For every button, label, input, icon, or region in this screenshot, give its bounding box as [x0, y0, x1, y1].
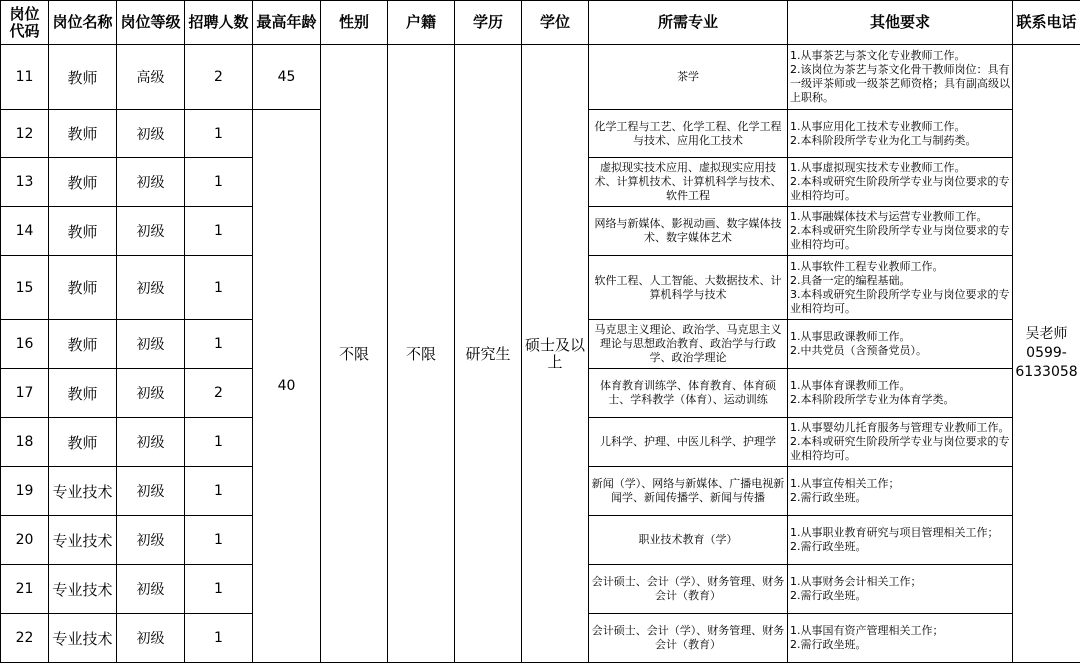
header-name: 岗位名称 [49, 1, 117, 45]
requirement-line: 2.本科或研究生阶段所学专业与岗位要求的专业相符均可。 [790, 224, 1010, 251]
major-cell: 虚拟现实技术应用、虚拟现实应用技术、计算机技术、计算机科学与技术、软件工程 [589, 158, 788, 207]
header-level: 岗位等级 [117, 1, 185, 45]
post-name-cell: 教师 [49, 45, 117, 110]
requirements-cell [788, 320, 1013, 369]
requirement-line: 3.本科或研究生阶段所学专业与岗位要求的专业相符均可。 [790, 287, 1010, 315]
requirements-cell [788, 467, 1013, 516]
requirements-cell [788, 418, 1013, 467]
major-cell: 会计硕士、会计（学）、财务管理、财务会计（教育） [589, 614, 788, 663]
major-cell: 茶学 [589, 45, 788, 110]
hire-count-cell: 1 [185, 467, 253, 516]
post-code-cell: 14 [1, 207, 49, 256]
major-cell: 马克思主义理论、政治学、马克思主义理论与思想政治教育、政治学与行政学、政治学理论 [589, 320, 788, 369]
hire-count-cell: 2 [185, 369, 253, 418]
post-name-cell: 教师 [49, 207, 117, 256]
requirements-cell [788, 45, 1013, 110]
education-cell: 研究生 [455, 45, 522, 663]
post-level-cell: 初级 [117, 516, 185, 565]
table-row [1, 45, 1080, 110]
degree-cell: 硕士及以上 [522, 45, 589, 663]
hukou-cell: 不限 [388, 45, 455, 663]
requirement-line: 2.需行政坐班。 [790, 589, 867, 602]
post-name-cell: 专业技术 [49, 467, 117, 516]
major-cell: 体育教育训练学、体育教育、体育硕士、学科教学（体育）、运动训练 [589, 369, 788, 418]
header-contact: 联系电话 [1013, 1, 1080, 45]
requirements-cell [788, 207, 1013, 256]
post-name-cell: 专业技术 [49, 516, 117, 565]
post-level-cell: 初级 [117, 207, 185, 256]
post-name-cell: 教师 [49, 110, 117, 158]
post-code-cell: 12 [1, 110, 49, 158]
requirement-line: 2.该岗位为茶艺与茶文化骨干教师岗位：具有一级评茶师或一级茶艺师资格；具有副高级以上职称。 [790, 63, 1010, 104]
major-cell: 新闻（学）、网络与新媒体、广播电视新闻学、新闻传播学、新闻与传播 [589, 467, 788, 516]
contact-cell: 吴老师0599-6133058 [1013, 45, 1080, 663]
hire-count-cell: 1 [185, 158, 253, 207]
requirements-cell [788, 256, 1013, 320]
requirement-line: 1.从事虚拟现实技术专业教师工作。 [790, 161, 966, 174]
requirement-line: 1.从事应用化工技术专业教师工作。 [790, 119, 966, 133]
post-name-cell: 教师 [49, 369, 117, 418]
post-code-cell: 17 [1, 369, 49, 418]
post-code-cell: 22 [1, 614, 49, 663]
post-level-cell: 初级 [117, 256, 185, 320]
hire-count-cell: 1 [185, 320, 253, 369]
requirement-line: 2.本科阶段所学专业为化工与制药类。 [790, 133, 977, 147]
header-count: 招聘人数 [185, 1, 253, 45]
major-cell: 会计硕士、会计（学）、财务管理、财务会计（教育） [589, 565, 788, 614]
hire-count-cell: 1 [185, 516, 253, 565]
major-cell: 网络与新媒体、影视动画、数字媒体技术、数字媒体艺术 [589, 207, 788, 256]
post-level-cell: 初级 [117, 369, 185, 418]
post-name-cell: 教师 [49, 320, 117, 369]
requirement-line: 1.从事融媒体技术与运营专业教师工作。 [790, 210, 988, 223]
requirement-line: 1.从事思政课教师工作。 [790, 330, 911, 343]
header-code: 岗位代码 [1, 1, 49, 45]
hire-count-cell: 1 [185, 256, 253, 320]
major-cell: 儿科学、护理、中医儿科学、护理学 [589, 418, 788, 467]
requirement-line: 2.本科或研究生阶段所学专业与岗位要求的专业相符均可。 [790, 435, 1010, 462]
requirement-line: 2.本科或研究生阶段所学专业与岗位要求的专业相符均可。 [790, 175, 1010, 202]
header-major: 所需专业 [589, 1, 788, 45]
header-requirements: 其他要求 [788, 1, 1013, 45]
post-level-cell: 初级 [117, 418, 185, 467]
major-cell: 化学工程与工艺、化学工程、化学工程与技术、应用化工技术 [589, 110, 788, 158]
post-level-cell: 初级 [117, 614, 185, 663]
requirements-cell [788, 369, 1013, 418]
header-degree: 学位 [522, 1, 589, 45]
post-level-cell: 高级 [117, 45, 185, 110]
post-level-cell: 初级 [117, 320, 185, 369]
max-age-cell: 40 [253, 110, 321, 663]
post-code-cell: 16 [1, 320, 49, 369]
requirements-cell [788, 565, 1013, 614]
requirement-line: 2.需行政坐班。 [790, 638, 867, 651]
post-level-cell: 初级 [117, 565, 185, 614]
major-cell: 软件工程、人工智能、大数据技术、计算机科学与技术 [589, 256, 788, 320]
requirement-line: 2.本科阶段所学专业为体育学类。 [790, 393, 955, 406]
post-code-cell: 18 [1, 418, 49, 467]
header-gender: 性别 [321, 1, 388, 45]
post-code-cell: 20 [1, 516, 49, 565]
requirements-cell [788, 110, 1013, 158]
hire-count-cell: 1 [185, 110, 253, 158]
post-name-cell: 教师 [49, 158, 117, 207]
requirement-line: 2.需行政坐班。 [790, 491, 867, 504]
requirements-cell [788, 614, 1013, 663]
requirement-line: 1.从事茶艺与茶文化专业教师工作。 [790, 49, 966, 62]
post-code-cell: 11 [1, 45, 49, 110]
requirement-line: 2.需行政坐班。 [790, 540, 867, 553]
requirement-line: 2.中共党员（含预备党员）。 [790, 344, 927, 357]
requirement-line: 1.从事国有资产管理相关工作； [790, 624, 944, 637]
requirement-line: 2.具备一定的编程基础。 [790, 273, 911, 287]
requirement-line: 1.从事体育课教师工作。 [790, 379, 911, 392]
post-code-cell: 19 [1, 467, 49, 516]
requirement-line: 1.从事宣传相关工作； [790, 477, 900, 490]
requirement-line: 1.从事财务会计相关工作； [790, 575, 922, 588]
post-name-cell: 教师 [49, 418, 117, 467]
post-code-cell: 15 [1, 256, 49, 320]
max-age-cell: 45 [253, 45, 321, 110]
header-education: 学历 [455, 1, 522, 45]
post-name-cell: 专业技术 [49, 614, 117, 663]
post-name-cell: 教师 [49, 256, 117, 320]
major-cell: 职业技术教育（学） [589, 516, 788, 565]
hire-count-cell: 1 [185, 565, 253, 614]
hire-count-cell: 1 [185, 207, 253, 256]
requirement-line: 1.从事婴幼儿托育服务与管理专业教师工作。 [790, 421, 1010, 434]
hire-count-cell: 1 [185, 614, 253, 663]
requirements-cell [788, 516, 1013, 565]
post-level-cell: 初级 [117, 110, 185, 158]
header-hukou: 户籍 [388, 1, 455, 45]
requirements-cell [788, 158, 1013, 207]
post-name-cell: 专业技术 [49, 565, 117, 614]
post-level-cell: 初级 [117, 467, 185, 516]
post-level-cell: 初级 [117, 158, 185, 207]
hire-count-cell: 2 [185, 45, 253, 110]
post-code-cell: 13 [1, 158, 49, 207]
gender-cell: 不限 [321, 45, 388, 663]
requirement-line: 1.从事职业教育研究与项目管理相关工作； [790, 526, 999, 539]
post-code-cell: 21 [1, 565, 49, 614]
header-age: 最高年龄 [253, 1, 321, 45]
header-row [1, 1, 1080, 45]
hire-count-cell: 1 [185, 418, 253, 467]
requirement-line: 1.从事软件工程专业教师工作。 [790, 259, 944, 273]
